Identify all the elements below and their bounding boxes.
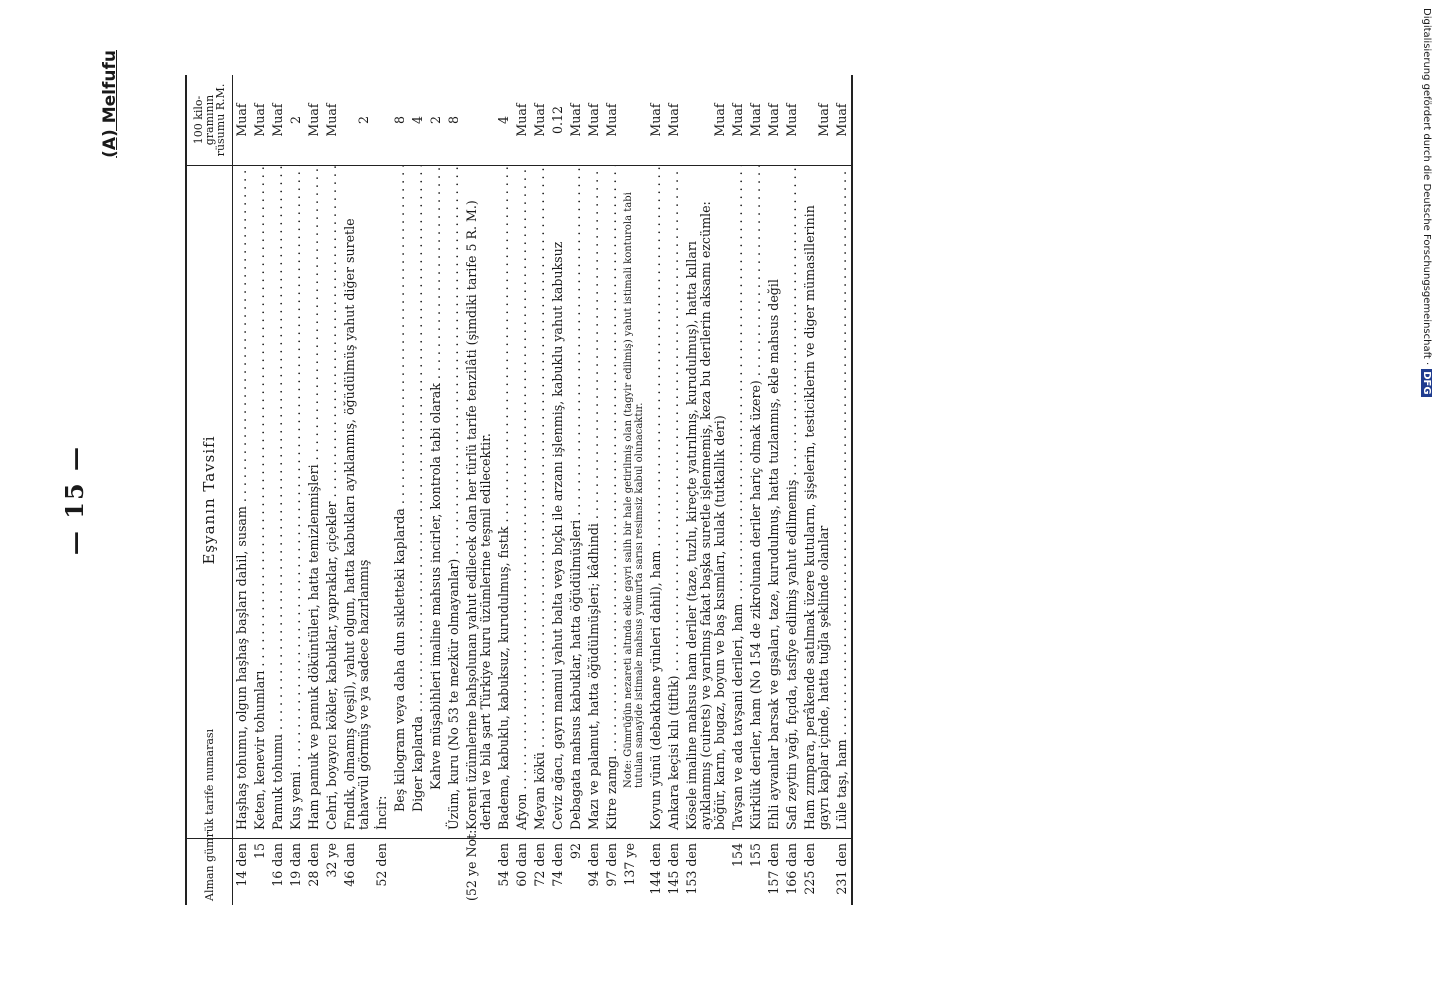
- rate-cell: 2: [288, 116, 303, 125]
- table-row: [665, 75, 683, 905]
- table-row: [747, 75, 765, 905]
- tariff-number-cell: 72 den: [531, 839, 549, 906]
- table-row: [647, 75, 665, 905]
- rate-cell: Muaf: [712, 103, 727, 137]
- table-row: [603, 75, 621, 905]
- table-row: [269, 75, 287, 905]
- rate-cell: 8: [392, 116, 407, 125]
- section-heading: (A) Melfufu: [100, 50, 120, 158]
- rate-cell: Muaf: [604, 103, 619, 137]
- table-row: [531, 75, 549, 905]
- description-cell: Mazı ve palamut, hatta öğüdülmüşleri; kâdhindi . . .: [585, 166, 603, 839]
- tariff-number-cell: 231 den: [833, 839, 852, 906]
- table-row: [445, 75, 463, 905]
- description-cell: Korent üzümlerine bahşolunan yahut edilecek olan her türlü tarife tenzilâti (şimdiki tarife 5 R. M.) derhal ve bila şart Türkiye kuru üzümlerine teşmil edilecektir.: [463, 166, 495, 839]
- rate-cell: Muaf: [586, 103, 601, 137]
- description-cell: Koyun yünü (debakhane yünleri dahil), ham . . .: [647, 166, 665, 839]
- tariff-number-cell: 60 dan: [513, 839, 531, 906]
- description-cell: Pamuk tohumu . . .: [269, 166, 287, 839]
- header-description: Eşyanın Tavsifi: [186, 166, 233, 839]
- rate-cell: [621, 75, 647, 166]
- tariff-number-cell: 92: [567, 839, 585, 906]
- table-row: [373, 75, 391, 905]
- description-cell: Kahve müşabihleri imaline mahsus incirler, kontrola tabi olarak . . .: [427, 166, 445, 839]
- rate-cell: Muaf: [648, 103, 663, 137]
- tariff-number-cell: 166 dan: [783, 839, 801, 906]
- rate-cell: 2: [356, 116, 371, 125]
- tariff-number-cell: 32 ye: [323, 839, 341, 906]
- table-row: [585, 75, 603, 905]
- tariff-number-cell: [391, 839, 409, 906]
- tariff-number-cell: 153 den: [683, 839, 729, 906]
- tariff-number-cell: 157 den: [765, 839, 783, 906]
- table-row: [251, 75, 269, 905]
- tariff-number-cell: 14 den: [233, 839, 252, 906]
- rate-cell: 8: [446, 116, 461, 125]
- description-cell: Kürklük deriler, ham (No 154 de zikrolunan deriler hariç olmak üzere) . . .: [747, 166, 765, 839]
- description-cell: Keten, kenevir tohumları . . .: [251, 166, 269, 839]
- header-rate: 100 kilo-gramının rüsumu R.M.: [192, 83, 227, 157]
- tariff-number-cell: 144 den: [647, 839, 665, 906]
- table-header: [186, 75, 233, 905]
- tariff-number-cell: 225 den: [801, 839, 833, 906]
- tariff-table: [185, 75, 853, 905]
- description-cell: Ankara keçisi kılı (tiftik) . . .: [665, 166, 683, 839]
- table-row: [683, 75, 729, 905]
- description-cell: Beş kilogram veya daha dun sıkletteki kaplarda . . .: [391, 166, 409, 839]
- tariff-number-cell: 145 den: [665, 839, 683, 906]
- tariff-number-cell: (52 ye Not:: [463, 839, 495, 906]
- tariff-number-cell: 155: [747, 839, 765, 906]
- rate-cell: Muaf: [834, 103, 849, 137]
- table-row: [549, 75, 567, 905]
- rate-cell: Muaf: [784, 103, 799, 137]
- description-cell: Lüle taşı, ham . . .: [833, 166, 852, 839]
- description-cell: Safi zeytin yağı, fıçıda, tasfiye edilmiş yahut edilmemiş . . .: [783, 166, 801, 839]
- rate-cell: Muaf: [748, 103, 763, 137]
- tariff-number-cell: 46 dan: [341, 839, 373, 906]
- description-cell: Badema, kabuklu, kabuksuz, kurudulmuş, fıstık . . .: [495, 166, 513, 839]
- description-cell: Meyan kökü . . .: [531, 166, 549, 839]
- table-row: [833, 75, 852, 905]
- table-row: [765, 75, 783, 905]
- table-row: [391, 75, 409, 905]
- description-cell: Ehli ayvanlar barsak ve gışaları, taze, kurudulmuş, hatta tuzlanmış, ekle mahsus değil: [765, 166, 783, 839]
- table-row: [495, 75, 513, 905]
- description-cell: Kitre zamgı . . .: [603, 166, 621, 839]
- description-cell: Fındık, olmamış (yeşil), yahut olgun, hatta kabukları ayıklanmış, öğüdülmüş yahut diğer suretle tahavvül görmüş ve ya sadece hazırlanmış: [341, 166, 373, 839]
- tariff-number-cell: 19 dan: [287, 839, 305, 906]
- header-tariff-number: Alman gümrük tarife numarası: [186, 839, 233, 906]
- tariff-number-cell: 97 den: [603, 839, 621, 906]
- table-row: [409, 75, 427, 905]
- table-row: [729, 75, 747, 905]
- rate-cell: [463, 75, 495, 166]
- tariff-number-cell: 52 den: [373, 839, 391, 906]
- description-cell: Ceviz ağacı, gayrı mamul yahut balta veya bıçkı ile arzanı işlenmiş, kabuklu yahut kabuksuz: [549, 166, 567, 839]
- rate-cell: [373, 75, 391, 166]
- rate-cell: 0.12: [550, 105, 565, 135]
- rate-cell: 4: [410, 116, 425, 125]
- note-cell: Note: Gümrüğün nezareti altında ekle gayri salih bir hale getirilmiş olan (tagyir edilmiş) yahut istimali konturola tabi tutulan sanayide istimale mahsus yumurta sarısı resimsiz kabul olunacaktır.: [621, 166, 647, 839]
- rate-cell: Muaf: [324, 103, 339, 137]
- table-row: [323, 75, 341, 905]
- table-row: [463, 75, 495, 905]
- rate-cell: Muaf: [234, 103, 249, 137]
- tariff-number-cell: [409, 839, 427, 906]
- table-row: [233, 75, 252, 905]
- tariff-number-cell: 15: [251, 839, 269, 906]
- dfg-logo: DFG: [1421, 371, 1432, 395]
- page-number: — 15 —: [60, 444, 89, 556]
- table-row: [287, 75, 305, 905]
- rate-cell: Muaf: [252, 103, 267, 137]
- description-cell: Ham pamuk ve pamuk döküntüleri, hatta temizlenmişleri . . .: [305, 166, 323, 839]
- tariff-number-cell: 137 ye: [621, 839, 647, 906]
- rate-cell: Muaf: [514, 103, 529, 137]
- description-cell: İncir:: [373, 166, 391, 839]
- rate-cell: Muaf: [730, 103, 745, 137]
- rate-cell: Muaf: [816, 103, 831, 137]
- description-cell: Tavşan ve ada tavşani derileri, ham . . .: [729, 166, 747, 839]
- rate-cell: 4: [496, 116, 511, 125]
- credit-text: Digitalisierung gefördert durch die Deutsche Forschungsgemeinschaft ·: [1421, 8, 1432, 366]
- table-row: [801, 75, 833, 905]
- tariff-number-cell: [445, 839, 463, 906]
- rate-cell: Muaf: [270, 103, 285, 137]
- description-cell: Kuş yemi . . .: [287, 166, 305, 839]
- rate-cell: Muaf: [766, 103, 781, 137]
- tariff-number-cell: [427, 839, 445, 906]
- table-row: [783, 75, 801, 905]
- description-cell: Ham zımpara, perâkende satılmak üzere kutuların, şişelerin, testiciklerin ve diger mümasillerinin gayrı kaplar içinde, hatta tuğla şeklinde olanlar: [801, 166, 833, 839]
- rate-cell: 2: [428, 116, 443, 125]
- rate-cell: Muaf: [306, 103, 321, 137]
- tariff-number-cell: 74 den: [549, 839, 567, 906]
- rate-cell: Muaf: [666, 103, 681, 137]
- description-cell: Üzüm, kuru (No 53 te mezkür olmayanlar) . . .: [445, 166, 463, 839]
- table-body: [233, 75, 853, 905]
- description-cell: Haşhaş tohumu, olgun haşhaş başları dahil, susam . . .: [233, 166, 252, 839]
- table-row: [621, 75, 647, 905]
- table-row: [305, 75, 323, 905]
- description-cell: Afyon . . .: [513, 166, 531, 839]
- table-row: [427, 75, 445, 905]
- description-cell: Debagata mahsus kabuklar, hatta öğüdülmüşleri . . .: [567, 166, 585, 839]
- table-row: [513, 75, 531, 905]
- digitization-credit: [1418, 8, 1434, 992]
- tariff-number-cell: 54 den: [495, 839, 513, 906]
- rate-cell: Muaf: [532, 103, 547, 137]
- tariff-number-cell: 16 dan: [269, 839, 287, 906]
- tariff-number-cell: 28 den: [305, 839, 323, 906]
- table-row: [567, 75, 585, 905]
- rate-cell: Muaf: [568, 103, 583, 137]
- description-cell: Kösele imaline mahsus ham deriler (taze, tuzlu, kireçte yatırılmış, kurudulmuş), hatta kılları ayıklanmış (cuirets) ve yarılmış fakat başka suretle işlenmemiş, keza bu derilerin aksamı ezcümle: böğür, karın, bugaz, boyun ve baş kısımları, kulak (tutkallık deri): [683, 166, 729, 839]
- description-cell: Cehri, boyayıcı kökler, kabuklar, yapraklar, çiçekler . . .: [323, 166, 341, 839]
- tariff-number-cell: 94 den: [585, 839, 603, 906]
- description-cell: Diger kaplarda . . .: [409, 166, 427, 839]
- table-row: [341, 75, 373, 905]
- tariff-number-cell: 154: [729, 839, 747, 906]
